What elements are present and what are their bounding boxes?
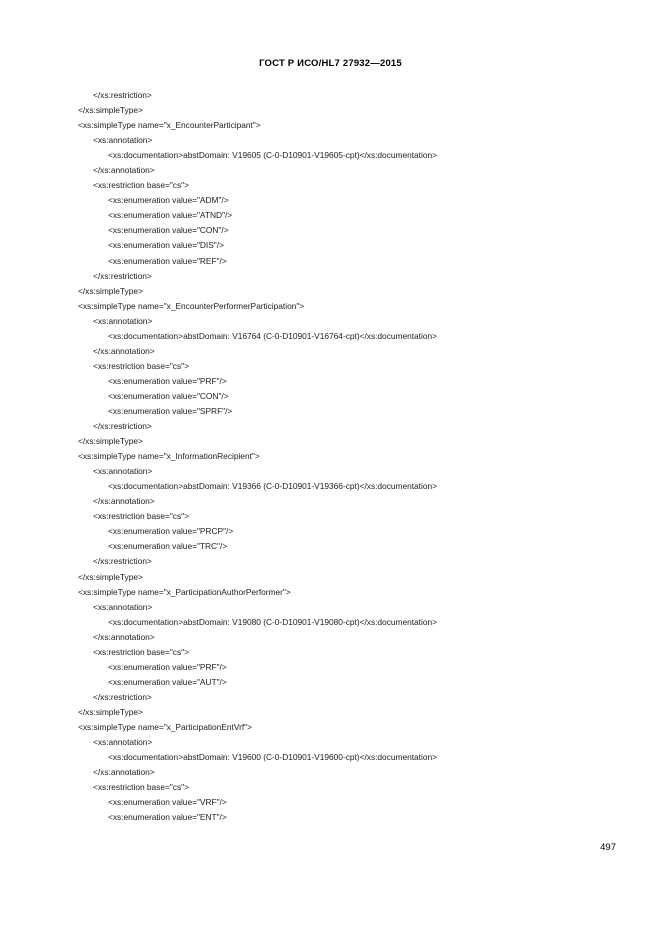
code-line: </xs:annotation> xyxy=(93,767,155,778)
code-line: <xs:enumeration value="PRF"/> xyxy=(108,375,227,386)
code-line: <xs:enumeration value="PRCP"/> xyxy=(108,526,234,537)
code-line: <xs:enumeration value="PRF"/> xyxy=(108,661,227,672)
code-line: </xs:simpleType> xyxy=(78,706,143,717)
code-line: </xs:restriction> xyxy=(93,270,152,281)
code-line: <xs:enumeration value="ENT"/> xyxy=(108,812,227,823)
page-number: 497 xyxy=(600,842,616,853)
code-line: </xs:restriction> xyxy=(93,90,152,100)
code-line: <xs:restriction base="cs"> xyxy=(93,360,189,371)
code-line: <xs:annotation> xyxy=(93,737,153,748)
code-line: <xs:annotation> xyxy=(93,466,153,477)
code-line: </xs:annotation> xyxy=(93,345,155,356)
code-line: </xs:restriction> xyxy=(93,691,152,702)
code-line: <xs:documentation>abstDomain: V16764 (C-0-D10901-V16764-cpt)</xs:documentation> xyxy=(108,330,437,341)
code-line: <xs:enumeration value="REF"/> xyxy=(108,255,227,266)
code-line: <xs:enumeration value="CON"/> xyxy=(108,225,229,236)
code-line: </xs:annotation> xyxy=(93,165,155,176)
code-line: <xs:enumeration value="TRC"/> xyxy=(108,541,228,552)
code-line: <xs:restriction base="cs"> xyxy=(93,646,189,657)
code-line: <xs:documentation>abstDomain: V19366 (C-0-D10901-V19366-cpt)</xs:documentation> xyxy=(108,481,437,492)
running-head: ГОСТ Р ИСО/HL7 27932—2015 xyxy=(259,58,402,69)
code-line: <xs:enumeration value="DIS"/> xyxy=(108,240,224,251)
code-line: </xs:simpleType> xyxy=(78,105,143,116)
code-line: <xs:simpleType name="x_ParticipationEntVrf"> xyxy=(78,721,252,732)
code-line: </xs:annotation> xyxy=(93,631,155,642)
code-line: <xs:simpleType name="x_ParticipationAuthorPerformer"> xyxy=(78,586,291,597)
code-line: <xs:enumeration value="ATND"/> xyxy=(108,210,233,221)
code-line: <xs:restriction base="cs"> xyxy=(93,180,189,191)
code-line: <xs:simpleType name="x_InformationRecipient"> xyxy=(78,451,260,462)
code-line: </xs:simpleType> xyxy=(78,436,143,447)
code-line: <xs:enumeration value="AUT"/> xyxy=(108,676,227,687)
code-line: <xs:annotation> xyxy=(93,315,153,326)
code-line: <xs:documentation>abstDomain: V19080 (C-0-D10901-V19080-cpt)</xs:documentation> xyxy=(108,616,437,627)
code-line: <xs:restriction base="cs"> xyxy=(93,511,189,522)
code-line: </xs:restriction> xyxy=(93,421,152,432)
code-line: <xs:enumeration value="CON"/> xyxy=(108,390,229,401)
code-line: <xs:documentation>abstDomain: V19605 (C-0-D10901-V19605-cpt)</xs:documentation> xyxy=(108,150,437,161)
code-line: <xs:annotation> xyxy=(93,135,153,146)
code-line: <xs:simpleType name="x_EncounterPerformerParticipation"> xyxy=(78,300,305,311)
code-line: </xs:annotation> xyxy=(93,496,155,507)
code-line: <xs:enumeration value="VRF"/> xyxy=(108,797,227,808)
code-line: </xs:simpleType> xyxy=(78,285,143,296)
code-line: </xs:simpleType> xyxy=(78,571,143,582)
code-line: <xs:enumeration value="SPRF"/> xyxy=(108,405,233,416)
code-line: <xs:enumeration value="ADM"/> xyxy=(108,195,229,206)
code-line: <xs:annotation> xyxy=(93,601,153,612)
code-line: </xs:restriction> xyxy=(93,556,152,567)
code-line: <xs:simpleType name="x_EncounterParticipant"> xyxy=(78,120,261,131)
code-line: <xs:restriction base="cs"> xyxy=(93,782,189,793)
code-listing xyxy=(78,88,631,825)
code-line: <xs:documentation>abstDomain: V19600 (C-0-D10901-V19600-cpt)</xs:documentation> xyxy=(108,752,437,763)
